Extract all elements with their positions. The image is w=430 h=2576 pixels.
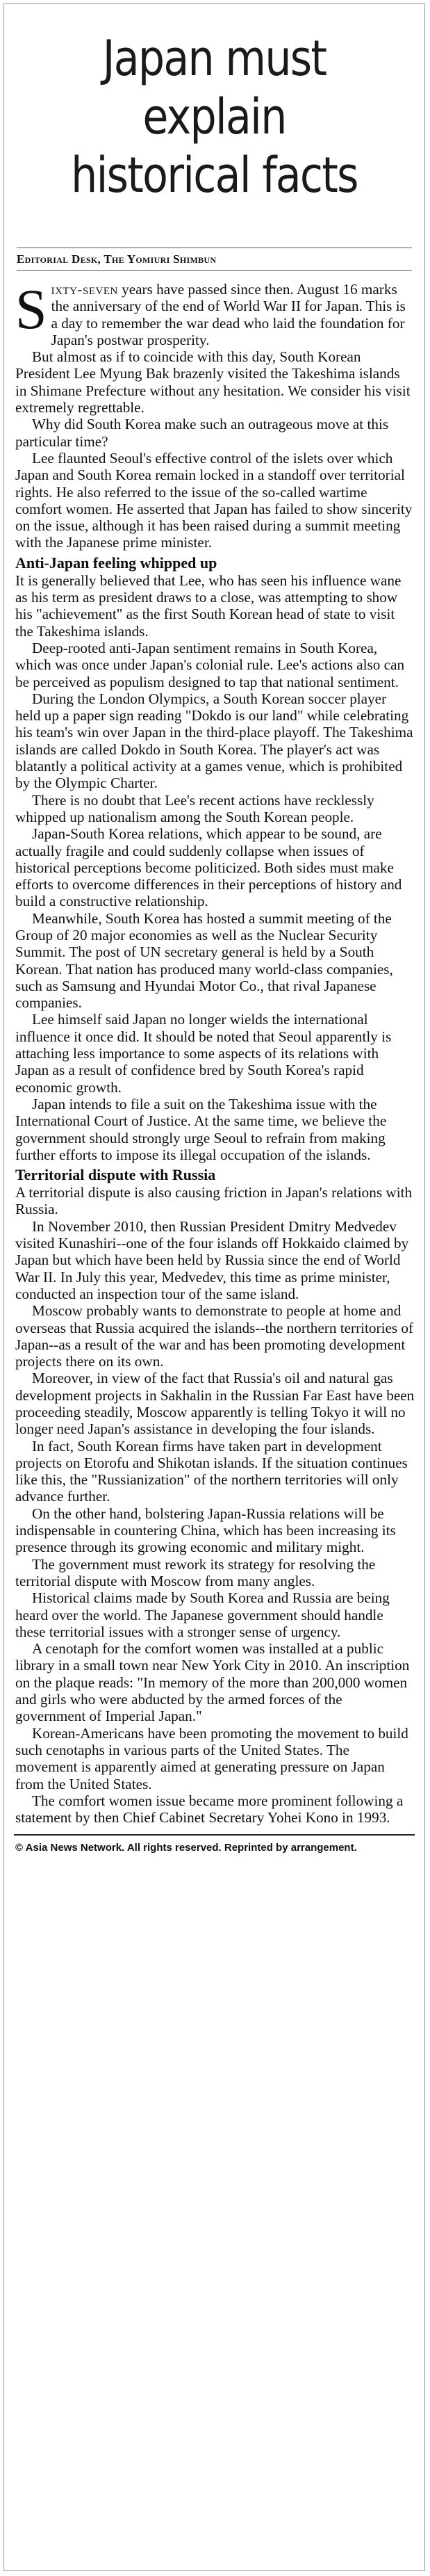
paragraph: A territorial dispute is also causing friction in Japan's relations with Russia. bbox=[15, 1184, 413, 1218]
paragraph: Japan intends to file a suit on the Takeshima issue with the International Court of Justice. At the same time, we believe the government should strongly urge Seoul to refrain from making further efforts to impose its illegal occupation of the islands. bbox=[15, 1095, 387, 1163]
paragraph: Historical claims made by South Korea and Russia are being heard over the world. The Japanese government should handle these territorial issues with a stronger sense of urgency. bbox=[15, 1589, 390, 1640]
footer-rule bbox=[14, 1834, 415, 1836]
paragraph: The government must rework its strategy for resolving the territorial dispute with Moscow from many angles. bbox=[15, 1555, 376, 1589]
article-page bbox=[3, 3, 425, 2571]
paragraph: Lee flaunted Seoul's effective control of the islets over which Japan and South Korea remain locked in a standoff over territorial rights. He also referred to the issue of the so-called wartime comfort women. He asserted that Japan has failed to show sincerity on the issue, although it has been raised during a summit meeting with the Japanese prime minister. bbox=[15, 449, 413, 551]
paragraph: During the London Olympics, a South Korean soccer player held up a paper sign reading "Dokdo is our land" while celebrating his team's win over Japan in the third-place playoff. The Takeshima islands are called Dokdo in South Korea. The player's act was blatantly a political activity at a games venue, which is prohibited by the Olympic Charter. bbox=[15, 690, 413, 792]
paragraph: But almost as if to coincide with this day, South Korean President Lee Myung Bak brazenly visited the Takeshima islands in Shimane Prefecture without any hesitation. We consider his visit extremely regrettable. bbox=[15, 348, 411, 416]
paragraph: A cenotaph for the comfort women was installed at a public library in a small town near New York City in 2010. An inscription on the plaque reads: "In memory of the more than 200,000 women and girls who were abducted by the armed forces of the government of Imperial Japan." bbox=[15, 1640, 410, 1725]
paragraph: Moreover, in view of the fact that Russia's oil and natural gas development projects in Sakhalin in the Russian Far East have been proceeding steadily, Moscow apparently is telling Tokyo it will no longer need Japan's assistance in developing the four islands. bbox=[15, 1370, 415, 1438]
headline-line-3: historical facts bbox=[71, 147, 358, 204]
article-body bbox=[15, 277, 415, 1826]
headline bbox=[33, 29, 395, 204]
paragraph: On the other hand, bolstering Japan-Russia relations will be indispensable in countering China, which has been increasing its presence through its growing economic and military might. bbox=[15, 1505, 396, 1556]
paragraph: Why did South Korea make such an outrageous move at this particular time? bbox=[15, 416, 389, 450]
byline: Editorial Desk, The Yomiuri Shimbun bbox=[17, 252, 217, 266]
headline-line-2: explain bbox=[142, 88, 286, 145]
paragraph: In fact, South Korean firms have taken part in development projects on Etorofu and Shikotan islands. If the situation continues like this, the "Russianization" of the northern territories will only advance further. bbox=[15, 1437, 408, 1505]
paragraph: The comfort women issue became more prominent following a statement by then Chief Cabinet Secretary Yohei Kono in 1993. bbox=[15, 1792, 404, 1826]
lead-text: years have passed since then. August 16 marks the anniversary of the end of World War II for Japan. This is a day to remember the war dead who laid the foundation for Japan's postwar prosperity. bbox=[51, 281, 406, 348]
paragraph: In November 2010, then Russian President Dmitry Medvedev visited Kunashiri--one of the four islands off Hokkaido claimed by Japan but which have been held by Russia since the end of World War II. In July this year, Medvedev, this time as prime minister, conducted an inspection tour of the same island. bbox=[15, 1217, 409, 1302]
paragraph: Lee himself said Japan no longer wields the international influence it once did. It should be noted that Seoul apparently is attaching less importance to some aspects of its relations with Japan as a result of confidence bred by South Korea's rapid economic growth. bbox=[15, 1011, 392, 1096]
headline-line-1: Japan must bbox=[102, 30, 326, 87]
intro-paragraph bbox=[15, 277, 415, 348]
paragraph: Deep-rooted anti-Japan sentiment remains in South Korea, which was once under Japan's colonial rule. Lee's actions also can be perceived as populism designed to tap that national sentiment. bbox=[15, 639, 405, 690]
paragraph: Korean-Americans have been promoting the movement to build such cenotaphs in various parts of the United States. The movement is apparently aimed at generating pressure on Japan from the United States. bbox=[15, 1724, 408, 1792]
drop-cap: S bbox=[15, 277, 47, 341]
paragraph: Japan-South Korea relations, which appear to be sound, are actually fragile and could suddenly collapse when issues of historical perceptions become politicized. Both sides must make efforts to overcome differences in their perceptions of history and build a constructive relationship. bbox=[15, 825, 402, 910]
byline-bottom-rule bbox=[17, 270, 412, 271]
paragraph: Meanwhile, South Korea has hosted a summit meeting of the Group of 20 major economies as well as the Nuclear Security Summit. The post of UN secretary general is held by a South Korean. That nation has produced many world-class companies, such as Samsung and Hyundai Motor Co., that rival Japanese companies. bbox=[15, 909, 393, 1012]
copyright-notice: © Asia News Network. All rights reserved. Reprinted by arrangement. bbox=[15, 1842, 357, 1854]
subhead-anti-japan: Anti-Japan feeling whipped up bbox=[15, 553, 217, 572]
paragraph: It is generally believed that Lee, who has seen his influence wane as his term as president draws to a close, was attempting to show his "achievement" as the first South Korean head of state to visit the Takeshima islands. bbox=[15, 572, 402, 640]
paragraph: Moscow probably wants to demonstrate to people at home and overseas that Russia acquired the islands--the northern territories of Japan--as a result of the war and has been promoting development projects there on its own. bbox=[15, 1302, 414, 1370]
paragraph: There is no doubt that Lee's recent actions have recklessly whipped up nationalism among the South Korean people. bbox=[15, 791, 374, 825]
lead-small-caps: ixty-seven bbox=[51, 281, 118, 298]
subhead-russia: Territorial dispute with Russia bbox=[15, 1166, 216, 1184]
